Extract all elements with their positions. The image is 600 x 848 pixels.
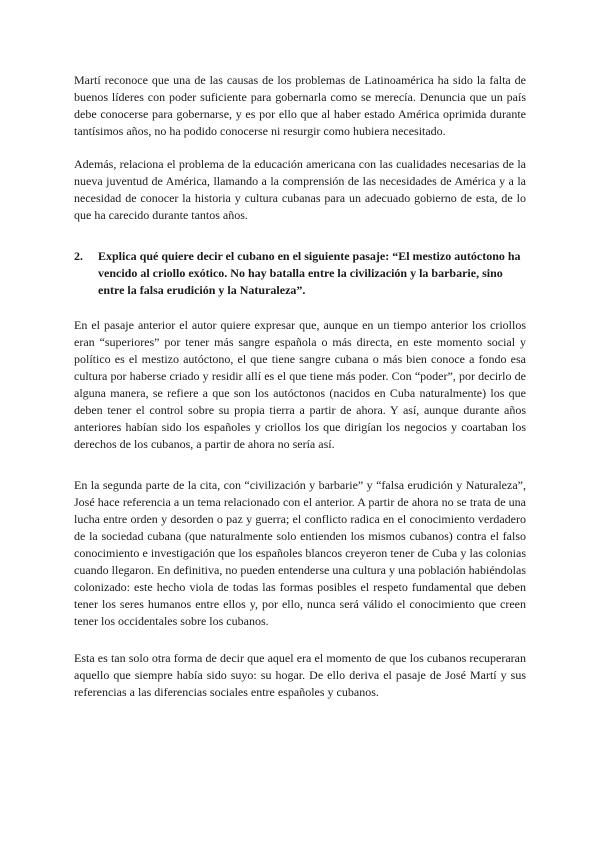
question-text: Explica qué quiere decir el cubano en el siguiente pasaje: “El mestizo autóctono ha vencido al criollo exótico. No hay batalla entre la civilización y la barbarie, sino entre la falsa erudición y la Naturaleza”.: [98, 249, 521, 297]
question-heading: [74, 248, 526, 299]
paragraph-intro-2: Además, relaciona el problema de la educación americana con las cualidades necesarias de la nueva juventud de América, llamando a la comprensión de las necesidades de América y a la necesidad de conocer la historia y cultura cubanas para un adecuado gobierno de esta, de lo que ha carecido durante tantos años.: [74, 157, 526, 222]
paragraph-intro-1: Martí reconoce que una de las causas de los problemas de Latinoamérica ha sido la falta de buenos líderes con poder suficiente para gobernarla como se merecía. Denuncia que un país debe conocerse para gobernarse, y es por ello que al haber estado América oprimida durante tantísimos años, no ha podido conocerse ni resurgir como hubiera necesitado.: [74, 73, 526, 138]
document-page: [74, 72, 526, 717]
paragraph-answer-2: En la segunda parte de la cita, con “civilización y barbarie” y “falsa erudición y Naturaleza”, José hace referencia a un tema relacionado con el anterior. A partir de ahora no se trata de una lucha entre orden y desorden o paz y guerra; el conflicto radica en el conocimiento verdadero de la sociedad cubana (que naturalmente solo entienden los mismos cubanos) contra el falso conocimiento e investigación que los españoles blancos creyeron tener de Cuba y las colonias cuando llegaron. En definitiva, no pueden entenderse una cultura y una población habiéndolas colonizado: este hecho viola de todas las formas posibles el respeto fundamental que deben tener los seres humanos entre ellos y, por ello, nunca será válido el conocimiento que creen tener los occidentales sobre los cubanos.: [74, 478, 526, 628]
question-number: 2.: [74, 249, 83, 263]
paragraph-answer-3: Esta es tan solo otra forma de decir que aquel era el momento de que los cubanos recuperaran aquello que siempre había sido suyo: su hogar. De ello deriva el pasaje de José Martí y sus referencias a las diferencias sociales entre españoles y cubanos.: [74, 651, 526, 699]
paragraph-answer-1: En el pasaje anterior el autor quiere expresar que, aunque en un tiempo anterior los criollos eran “superiores” por tener más sangre española o más directa, en este momento social y político es el mestizo autóctono, el que tiene sangre cubana o más bien conoce a fondo esa cultura por haberse criado y residir allí es el que tiene más poder. Con “poder”, por decirlo de alguna manera, se refiere a que son los autóctonos (nacidos en Cuba naturalmente) los que deben tener el control sobre su propia tierra a partir de ahora. Y así, aunque durante años anteriores habían sido los españoles y criollos los que dirigían los negocios y coartaban los derechos de los cubanos, a partir de ahora no sería así.: [74, 318, 526, 451]
